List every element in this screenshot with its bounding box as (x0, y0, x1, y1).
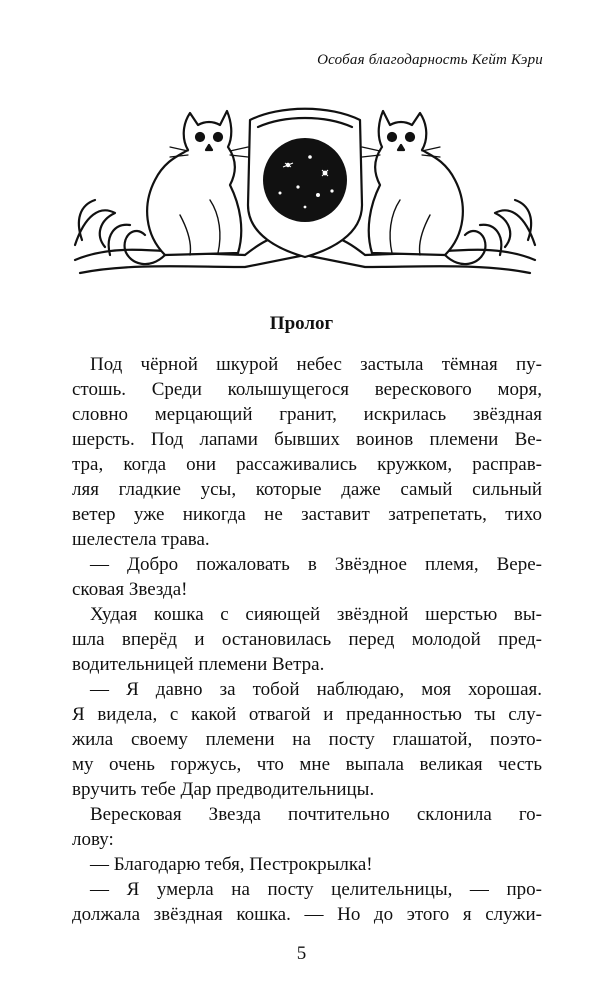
text-line: должала звёздная кошка. — Но до этого я служи- (72, 904, 542, 925)
text-line: Под чёрной шкурой небес застыла тёмная пу- (90, 354, 542, 375)
text-line: шла вперёд и остановилась перед молодой пред- (72, 629, 542, 650)
page-number: 5 (296, 943, 307, 964)
text-line: лову: (72, 829, 114, 850)
text-line: сковая Звезда! (72, 579, 188, 600)
text-line: словно мерцающий гранит, искрилась звёздная (72, 404, 542, 425)
text-line: водительницей племени Ветра. (72, 654, 325, 675)
text-line: шерсть. Под лапами бывших воинов племени Ве- (72, 429, 542, 450)
text-line: Я видела, с какой отвагой и преданностью ты слу- (72, 704, 542, 725)
text-line: Вересковая Звезда почтительно склонила го- (90, 804, 542, 825)
body-text (72, 352, 542, 927)
text-line: — Я умерла на посту целительницы, — про- (90, 879, 542, 900)
text-line: шелестела трава. (72, 529, 210, 550)
text-line: тра, когда они рассаживались кружком, расправ- (72, 454, 542, 475)
text-line: — Благодарю тебя, Пестрокрылка! (90, 854, 373, 875)
text-line: Худая кошка с сияющей звёздной шерстью вы- (90, 604, 542, 625)
text-line: вручить тебе Дар предводительницы. (72, 779, 375, 800)
text-line: ветер уже никогда не заставит затрепетать, тихо (72, 504, 542, 525)
chapter-title: Пролог (269, 313, 334, 334)
text-line: жила своему племени на посту глашатой, поэто- (72, 729, 542, 750)
text-line: — Добро пожаловать в Звёздное племя, Вере- (90, 554, 542, 575)
cats-crest-vignette (70, 95, 540, 295)
text-line: — Я давно за тобой наблюдаю, моя хорошая. (90, 679, 542, 700)
text-line: му очень горжусь, что мне выпала великая честь (72, 754, 542, 775)
text-line: стошь. Среди колышущегося верескового моря, (72, 379, 542, 400)
running-head: Особая благодарность Кейт Кэри (317, 52, 543, 68)
text-line: ляя гладкие усы, которые даже самый сильный (72, 479, 542, 500)
